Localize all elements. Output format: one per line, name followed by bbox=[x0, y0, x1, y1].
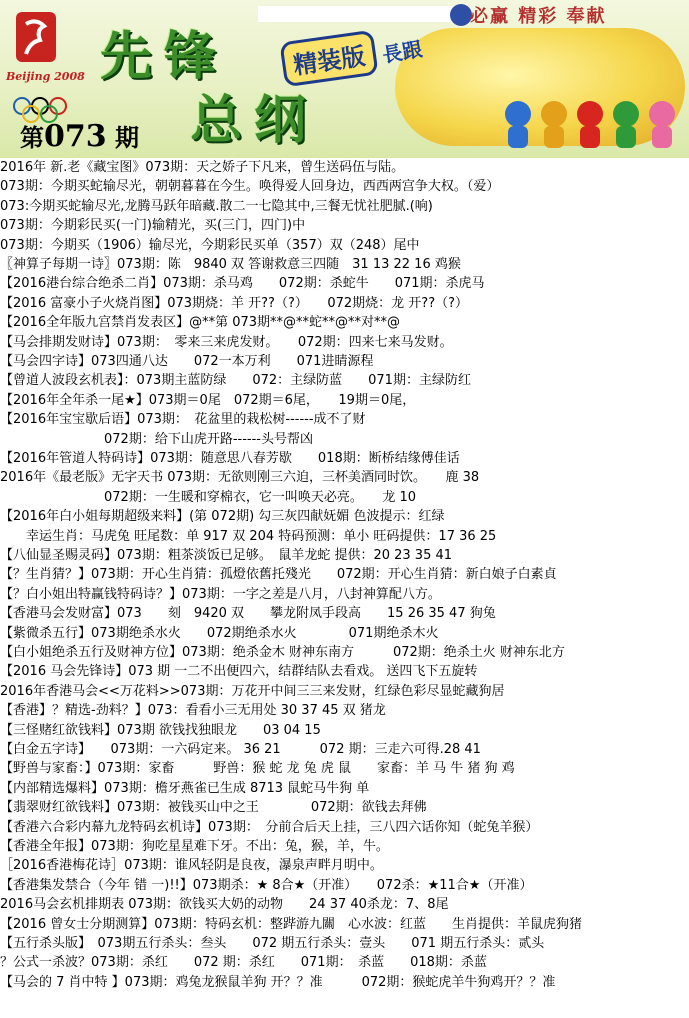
text-line: 073:今期买蛇输尽光,龙腾马跃年暗藏.散二一七隐其中,三餐无忧社肥腻.(响) bbox=[0, 199, 433, 214]
badge-icon bbox=[450, 4, 472, 26]
text-line: 幸运生肖：马虎兔 旺尾数：单 917 双 204 特码预测：单小 旺码提供：17 36 25 bbox=[0, 529, 497, 544]
text-line: 【2016全年版九宫禁肖发表区】@**第 073期**@**蛇**@**对**@ bbox=[0, 315, 401, 330]
text-line: 2016年《最老版》无字天书 073期：无欲则刚三六迫，三杯美酒同时饮。 鹿 38 bbox=[0, 470, 480, 485]
text-line: 2016年香港马会<<万花料>>073期：万花开中间三三来发财，红绿色彩尽显蛇藏狗居 bbox=[0, 684, 505, 699]
header-banner bbox=[0, 0, 689, 158]
issue-prefix: 第 bbox=[20, 123, 44, 152]
text-line: 【2016 曾女士分期测算】073期：特码玄机：整跸游九關 心水波：红蓝 生肖提供：羊鼠虎狗猪 bbox=[0, 917, 583, 932]
text-line: 【野兽与家畜：】073期：家畜 野兽：猴 蛇 龙 兔 虎 鼠 家畜：羊 马 牛 猪 狗 鸡 bbox=[0, 761, 515, 776]
logo-text: Beijing 2008 bbox=[6, 70, 85, 83]
top-white-strip bbox=[258, 6, 458, 22]
edition-badge: 精装版 bbox=[279, 30, 378, 88]
text-line: 【香港全年报】073期：狗吃星星难下牙。不出：兔，猴，羊，牛。 bbox=[0, 839, 389, 854]
issue-number: 073 bbox=[44, 119, 107, 154]
text-line: 073期：今期彩民买(一门)输精光，买(三门，四门)中 bbox=[0, 218, 306, 233]
title-line-1: 先锋 bbox=[100, 26, 229, 87]
text-line: 【马会排期发财诗】073期： 零来三来虎发财。 072期：四来七来马发财。 bbox=[0, 335, 453, 350]
text-line: 【香港】？精选-劲料？】073：看看小三无用处 30 37 45 双 猪龙 bbox=[0, 703, 386, 718]
text-line: 【马会四字诗】073四通八达 072一本万利 071进睛源程 bbox=[0, 354, 374, 369]
text-line: 【香港集发禁合（今年 错 一)!!】073期杀：★ 8合★（开准） 072杀：★11合★（开准） bbox=[0, 878, 533, 893]
olympic-logo bbox=[12, 10, 102, 125]
banner-text: 長跟 bbox=[380, 36, 425, 68]
text-line: 【五行杀头版】 073期五行杀头：叁头 072 期五行杀头：壹头 071 期五行杀头：贰头 bbox=[0, 936, 545, 951]
text-line: 073期：今期买（1906）输尽光，今期彩民买单（357）双（248）尾中 bbox=[0, 238, 420, 253]
text-line: 072期：给下山虎开路------头号帮凶 bbox=[0, 432, 313, 447]
text-line: 【2016年白小姐每期超级来料】(第 072期) 勾三灰四献妩媚 色波提示：红绿 bbox=[0, 509, 445, 524]
text-line: 【2016港台综合绝杀二肖】073期：杀马鸡 072期：杀蛇牛 071期：杀虎马 bbox=[0, 276, 485, 291]
text-line: 〖神算子每期一诗〗073期：陈 9840 双 答谢救意三四随 31 13 22 16 鸡猴 bbox=[0, 257, 461, 272]
text-line: ？公式一杀波？073期：杀红 072 期：杀红 071期： 杀蓝 018期：杀蓝 bbox=[0, 955, 487, 970]
text-line: 【马会的 7 肖中特 】073期：鸡兔龙猴鼠羊狗 开？？准 072期：猴蛇虎羊牛狗鸡开？？准 bbox=[0, 975, 556, 990]
text-line: 【内部精选爆料】073期：檐牙燕雀已生成 8713 鼠蛇马牛狗 单 bbox=[0, 781, 370, 796]
text-line: ［2016香港梅花诗］073期：谁风轻阴是良夜，瀑泉声畔月明中。 bbox=[0, 858, 383, 873]
text-line: 【2016 富豪小子火烧肖图】073期烧：羊 开??（?） 072期烧：龙 开??（?） bbox=[0, 296, 469, 311]
olympic-emblem-icon bbox=[12, 10, 102, 125]
text-line: 【2016年管道人特码诗】073期：随意思八春芳歇 018期：断桥结缘傅佳话 bbox=[0, 451, 460, 466]
issue-suffix: 期 bbox=[114, 123, 139, 152]
text-line: 【紫微杀五行】073期绝杀水火 072期绝杀水火 071期绝杀木火 bbox=[0, 626, 439, 641]
text-line: 【2016年宝宝歇后语】073期： 花盆里的栽松树------成不了财 bbox=[0, 412, 366, 427]
issue-label bbox=[20, 118, 139, 154]
text-line: 【2016年全年杀一尾★】073期＝0尾 072期＝6尾， 19期＝0尾， bbox=[0, 393, 416, 408]
mascots-icon bbox=[500, 92, 685, 150]
text-line: 【？生肖猜？】073期：开心生肖猜：孤燈依舊托殘光 072期：开心生肖猜：新白娘子白素貞 bbox=[0, 567, 557, 582]
title-line-2: 总纲 bbox=[190, 90, 319, 151]
text-line: 073期：今期买蛇输尽光，朝朝暮暮在今生。唤得爱人回身边，西西两宫争大权。（爱） bbox=[0, 179, 500, 194]
text-line: 072期：一生暖和穿棉衣，它一叫唤天必亮。 龙 10 bbox=[0, 490, 416, 505]
text-line: 【三怪赌红欲钱料】073期 欲钱找独眼龙 03 04 15 bbox=[0, 723, 321, 738]
text-line: 【香港六合彩内幕九龙特码玄机诗】073期： 分前合后天上挂，三八四六话你知（蛇兔羊猴） bbox=[0, 820, 539, 835]
text-line: 【八仙显圣赐灵码】073期：粗茶淡饭已足够。 鼠羊龙蛇 提供：20 23 35 41 bbox=[0, 548, 453, 563]
text-line: 【？白小姐出特赢钱特码诗？】073期：一字之差是八月，八封神算配八方。 bbox=[0, 587, 441, 602]
text-line: 【香港马会发财富】073 刻 9420 双 攀龙附凤手段高 15 26 35 47 狗兔 bbox=[0, 606, 496, 621]
text-line: 【翡翠财红欲钱料】073期：被钱买山中之王 072期：欲钱去拜佛 bbox=[0, 800, 427, 815]
text-line: 【曾道人波段玄机表】：073期主蓝防绿 072：主绿防蓝 071期：主绿防红 bbox=[0, 373, 471, 388]
text-line: 【2016 马会先锋诗】073 期 一二不出便四六，结群结队去看戏。 送四飞下五旋转 bbox=[0, 664, 478, 679]
text-line: 【白金五字诗】 073期：一六码定来。 36 21 072 期：三走六可得.28 41 bbox=[0, 742, 481, 757]
header-slogan: 必赢 精彩 奉献 bbox=[470, 6, 607, 27]
text-line: 【白小姐绝杀五行及财神方位】073期：绝杀金木 财神东南方 072期：绝杀土火 财神东北方 bbox=[0, 645, 565, 660]
text-line: 2016年 新.老《藏宝图》073期：天之娇子下凡来，曾生送码伍与陆。 bbox=[0, 160, 405, 175]
text-line: 2016马会玄机排期表 073期：欲钱买大奶的动物 24 37 40杀龙：7、8尾 bbox=[0, 897, 449, 912]
